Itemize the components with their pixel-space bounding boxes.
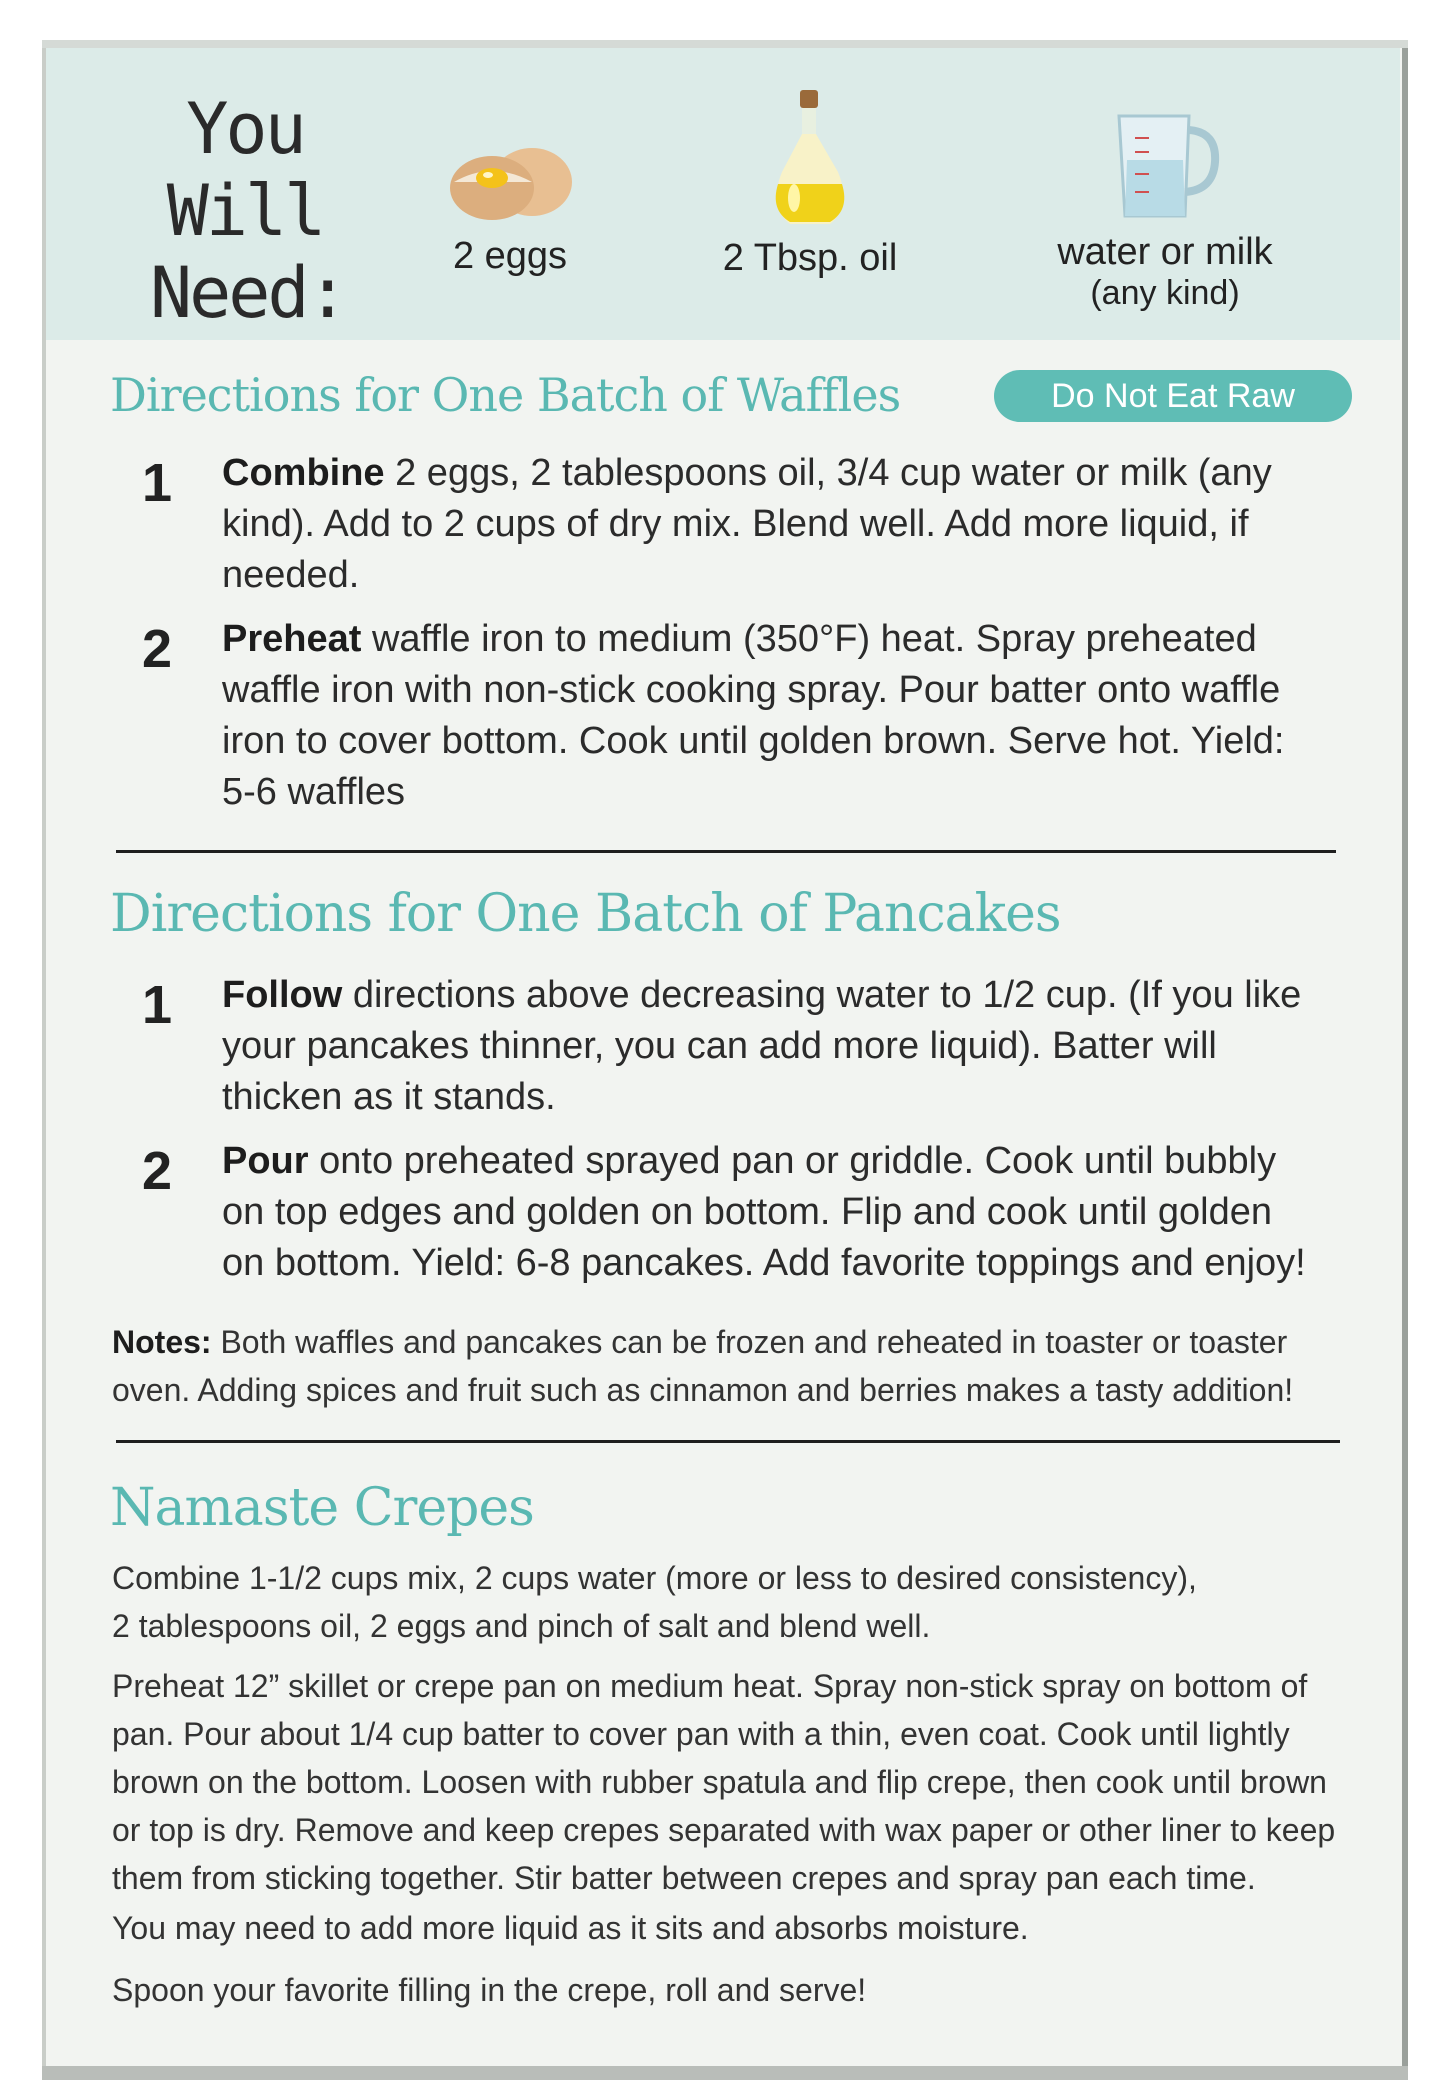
oil-bottle-icon — [760, 86, 860, 232]
pancakes-step-1-number: 1 — [142, 975, 173, 1035]
waffles-step-2-text: Preheat waffle iron to medium (350°F) heat. Spray preheated waffle iron with non-stick cooking spray. Pour batter onto waffle iron to cover bottom. Cook until golden brown. Serve hot. Yield: 5-6 waffles — [222, 618, 1285, 813]
you-will-need-title: You Will Need: — [150, 88, 346, 334]
need-item-oil: 2 Tbsp. oil — [700, 86, 920, 279]
crepes-para-2: Preheat 12” skillet or crepe pan on medium heat. Spray non-stick spray on bottom of pan. Pour about 1/4 cup batter to cover pan with a thin, even coat. Cook until lightly brown on the bottom. Loosen with rubber spatula and flip crepe, then cook until brown or top is dry. Remove and keep crepes separated with wax paper or other liner to keep them from sticking together. Stir batter between crepes and spray pan each time. — [112, 1668, 1336, 1896]
pancakes-step-1-text: Follow directions above decreasing water to 1/2 cup. (If you like your pancakes thinner, you can add more liquid). Batter will thicken as it stands. — [222, 974, 1302, 1118]
waffles-title: Directions for One Batch of Waffles — [110, 368, 901, 422]
divider-2 — [116, 1440, 1340, 1443]
need-item-eggs: 2 eggs — [420, 130, 600, 277]
need-item-water-or-milk: water or milk (any kind) — [1030, 104, 1300, 313]
crepes-title: Namaste Crepes — [110, 1478, 534, 1538]
box-bottom-edge — [42, 2066, 1408, 2080]
waffles-step-1-lead: Combine — [222, 452, 385, 494]
pancakes-step-2-number: 2 — [142, 1141, 173, 1201]
pancakes-step-2-lead: Pour — [222, 1140, 309, 1182]
notes: Notes: Both waffles and pancakes can be frozen and reheated in toaster or toaster oven. Adding spices and fruit such as cinnamon and berries makes a tasty addition! — [112, 1324, 1294, 1408]
divider-1 — [116, 850, 1336, 853]
crepes-para-4: Spoon your favorite filling in the crepe, roll and serve! — [112, 1972, 867, 2008]
waffles-step-1-text: Combine 2 eggs, 2 tablespoons oil, 3/4 cup water or milk (any kind). Add to 2 cups of dry mix. Blend well. Add more liquid, if needed. — [222, 452, 1272, 596]
box-top-edge — [42, 40, 1408, 48]
waffles-step-1-number: 1 — [142, 453, 173, 513]
eggs-icon — [440, 130, 580, 230]
waffles-step-2-number: 2 — [142, 619, 173, 679]
pancakes-step-2-text: Pour onto preheated sprayed pan or griddle. Cook until bubbly on top edges and golden on bottom. Flip and cook until golden on bottom. Yield: 6-8 pancakes. Add favorite toppings and enjoy! — [222, 1140, 1306, 1284]
crepes-para-3: You may need to add more liquid as it sits and absorbs moisture. — [112, 1910, 1029, 1946]
pancakes-title: Directions for One Batch of Pancakes — [110, 884, 1061, 944]
do-not-eat-raw-badge: Do Not Eat Raw — [994, 370, 1352, 422]
pancakes-step-1-lead: Follow — [222, 974, 343, 1016]
waffles-step-2-lead: Preheat — [222, 618, 362, 660]
notes-label: Notes: — [112, 1324, 212, 1360]
measuring-cup-icon — [1105, 104, 1225, 226]
crepes-para-1: Combine 1-1/2 cups mix, 2 cups water (more or less to desired consistency), 2 tablespoons oil, 2 eggs and pinch of salt and blend well. — [112, 1560, 1197, 1644]
